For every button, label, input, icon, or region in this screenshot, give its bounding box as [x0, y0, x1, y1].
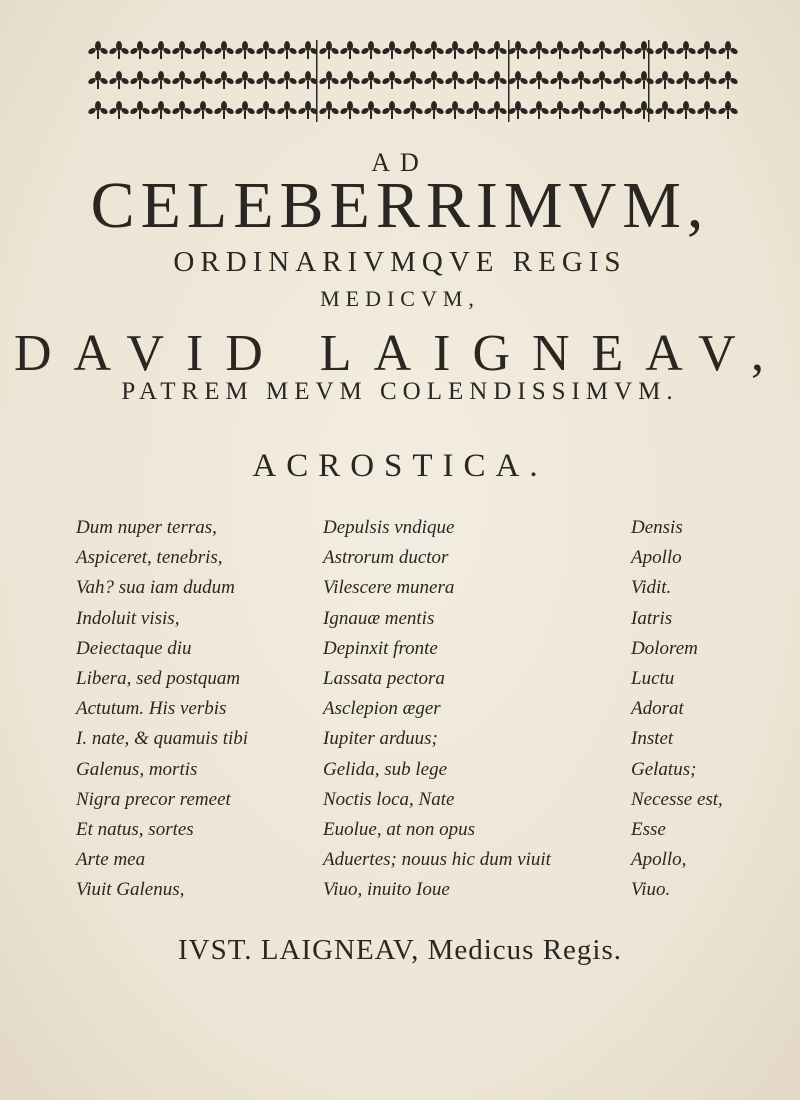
fleuron-glyph — [654, 71, 676, 89]
fleuron-glyph — [717, 41, 739, 59]
fleuron-glyph — [276, 71, 298, 89]
fleuron-glyph — [528, 41, 550, 59]
acrostic-line: Asclepion æger — [323, 698, 441, 720]
fleuron-glyph — [675, 41, 697, 59]
fleuron-glyph — [360, 101, 382, 119]
fleuron-glyph — [150, 41, 172, 59]
acrostic-line: Gelatus; — [631, 758, 697, 780]
acrostic-line: Ignauæ mentis — [323, 607, 435, 629]
fleuron-glyph — [381, 41, 403, 59]
acrostic-line: Densis — [631, 517, 683, 538]
fleuron-glyph — [213, 71, 235, 89]
acrostic-line: Vidit. — [631, 577, 672, 599]
acrostic-line: Vilescere munera — [323, 577, 455, 599]
fleuron-glyph — [192, 101, 214, 119]
dedication-line-celeberrimum: CELEBERRIMVM, — [90, 169, 710, 242]
fleuron-glyph — [633, 41, 655, 59]
ornament-divider — [508, 40, 510, 122]
acrostic-line: Et natus, sortes — [76, 818, 194, 840]
fleuron-glyph — [318, 41, 340, 59]
acrostic-line: Vah? sua iam dudum — [76, 577, 235, 599]
acrostic-line: Deiectaque diu — [76, 637, 192, 659]
fleuron-glyph — [192, 71, 214, 89]
acrostic-line: Arte mea — [76, 849, 146, 871]
acrostic-line: Iatris — [631, 607, 673, 629]
fleuron-glyph — [402, 41, 424, 59]
acrostic-line: Nigra precor remeet — [76, 788, 231, 810]
fleuron-glyph — [633, 101, 655, 119]
fleuron-glyph — [108, 71, 130, 89]
fleuron-glyph — [339, 41, 361, 59]
fleuron-glyph — [297, 101, 319, 119]
acrostic-line: I. nate, & quamuis tibi — [76, 728, 249, 750]
fleuron-glyph — [696, 101, 718, 119]
ornament-divider — [316, 40, 318, 122]
fleuron-glyph — [255, 41, 277, 59]
dedication-line-ordinarium: ORDINARIVMQVE REGIS — [173, 246, 627, 278]
dedicatee-name: DAVID LAIGNEAV, — [13, 325, 787, 382]
fleuron-glyph — [339, 101, 361, 119]
fleuron-glyph — [318, 101, 340, 119]
fleuron-glyph — [192, 41, 214, 59]
fleuron-glyph — [150, 101, 172, 119]
acrostic-line: Viuo. — [631, 879, 671, 901]
acrostic-line: Aspiceret, tenebris, — [76, 547, 223, 569]
acrostic-line: Iupiter arduus; — [323, 728, 438, 750]
acrostic-column-last — [631, 513, 723, 905]
fleuron-glyph — [507, 41, 529, 59]
fleuron-glyph — [696, 71, 718, 89]
fleuron-glyph — [612, 41, 634, 59]
fleuron-glyph — [591, 101, 613, 119]
fleuron-glyph — [381, 101, 403, 119]
fleuron-glyph — [276, 41, 298, 59]
acrostic-column-first — [76, 513, 248, 905]
acrostic-line: Viuo, inuito Ioue — [323, 879, 450, 901]
fleuron-glyph — [234, 101, 256, 119]
fleuron-glyph — [612, 71, 634, 89]
acrostic-line: Galenus, mortis — [76, 758, 198, 780]
fleuron-glyph — [88, 101, 109, 119]
acrostic-line: Necesse est, — [631, 788, 723, 810]
fleuron-glyph — [486, 71, 508, 89]
acrostic-line: Luctu — [631, 667, 675, 689]
acrostic-line: Adorat — [631, 698, 684, 720]
fleuron-glyph — [213, 41, 235, 59]
acrostic-line: Indoluit visis, — [76, 607, 180, 629]
acrostic-line: Astrorum ductor — [323, 547, 449, 569]
fleuron-glyph — [675, 101, 697, 119]
fleuron-glyph — [507, 101, 529, 119]
fleuron-glyph — [360, 71, 382, 89]
fleuron-glyph — [591, 71, 613, 89]
fleuron-glyph — [570, 101, 592, 119]
acrostic-line: Depulsis vndique — [323, 517, 455, 538]
acrostic-line: Apollo, — [631, 849, 687, 871]
acrostic-line: Actutum. His verbis — [76, 698, 227, 720]
fleuron-glyph — [528, 71, 550, 89]
fleuron-glyph — [717, 71, 739, 89]
fleuron-glyph — [234, 71, 256, 89]
fleuron-glyph — [402, 101, 424, 119]
fleuron-glyph — [108, 101, 130, 119]
fleuron-glyph — [402, 71, 424, 89]
acrostic-line: Libera, sed postquam — [76, 667, 241, 689]
acrostic-line: Viuit Galenus, — [76, 879, 185, 901]
fleuron-glyph — [633, 71, 655, 89]
fleuron-glyph — [297, 41, 319, 59]
fleuron-glyph — [444, 101, 466, 119]
ornament-divider — [648, 40, 650, 122]
dedication-line-patrem: PATREM MEVM COLENDISSIMVM. — [121, 378, 679, 405]
fleuron-ornament-band — [88, 38, 752, 128]
acrostic-line: Noctis loca, Nate — [323, 788, 455, 810]
fleuron-glyph — [423, 41, 445, 59]
acrostic-line: Instet — [631, 728, 674, 750]
fleuron-glyph — [88, 41, 109, 59]
fleuron-glyph — [717, 101, 739, 119]
acrostic-line: Gelida, sub lege — [323, 758, 448, 780]
fleuron-glyph — [171, 41, 193, 59]
acrostic-line: Dum nuper terras, — [76, 517, 217, 538]
acrostic-line: Esse — [631, 818, 666, 840]
fleuron-glyph — [444, 41, 466, 59]
fleuron-glyph — [591, 41, 613, 59]
fleuron-glyph — [486, 101, 508, 119]
fleuron-glyph — [612, 101, 634, 119]
acrostic-line: Depinxit fronte — [323, 637, 438, 659]
acrostic-line: Lassata pectora — [323, 667, 445, 689]
fleuron-glyph — [360, 41, 382, 59]
fleuron-glyph — [423, 101, 445, 119]
fleuron-glyph — [150, 71, 172, 89]
fleuron-glyph — [675, 71, 697, 89]
signature: IVST. LAIGNEAV, Medicus Regis. — [177, 934, 623, 966]
fleuron-glyph — [318, 71, 340, 89]
fleuron-glyph — [465, 101, 487, 119]
poem-title: ACROSTICA. — [252, 448, 548, 484]
fleuron-glyph — [255, 71, 277, 89]
fleuron-glyph — [255, 101, 277, 119]
fleuron-glyph — [297, 71, 319, 89]
fleuron-glyph — [276, 101, 298, 119]
fleuron-glyph — [654, 101, 676, 119]
fleuron-glyph — [129, 41, 151, 59]
fleuron-glyph — [549, 41, 571, 59]
fleuron-glyph — [570, 41, 592, 59]
acrostic-line: Aduertes; nouus hic dum viuit — [323, 849, 551, 871]
fleuron-glyph — [549, 71, 571, 89]
fleuron-glyph — [88, 71, 109, 89]
fleuron-glyph — [171, 101, 193, 119]
dedication-ad: AD — [371, 148, 429, 177]
acrostic-line: Euolue, at non opus — [323, 818, 475, 840]
fleuron-glyph — [549, 101, 571, 119]
fleuron-glyph — [381, 71, 403, 89]
fleuron-glyph — [465, 41, 487, 59]
acrostic-line: Dolorem — [631, 637, 698, 659]
fleuron-glyph — [465, 71, 487, 89]
fleuron-glyph — [444, 71, 466, 89]
fleuron-glyph — [213, 101, 235, 119]
fleuron-glyph — [339, 71, 361, 89]
fleuron-glyph — [234, 41, 256, 59]
fleuron-ornament — [88, 38, 752, 128]
fleuron-glyph — [696, 41, 718, 59]
fleuron-glyph — [570, 71, 592, 89]
fleuron-glyph — [108, 41, 130, 59]
fleuron-glyph — [654, 41, 676, 59]
acrostic-column-middle — [323, 513, 551, 905]
fleuron-glyph — [129, 101, 151, 119]
dedication-line-medicum: MEDICVM, — [320, 286, 480, 311]
fleuron-glyph — [129, 71, 151, 89]
fleuron-glyph — [507, 71, 529, 89]
acrostic-line: Apollo — [631, 547, 682, 569]
fleuron-glyph — [528, 101, 550, 119]
fleuron-glyph — [171, 71, 193, 89]
fleuron-glyph — [423, 71, 445, 89]
fleuron-glyph — [486, 41, 508, 59]
